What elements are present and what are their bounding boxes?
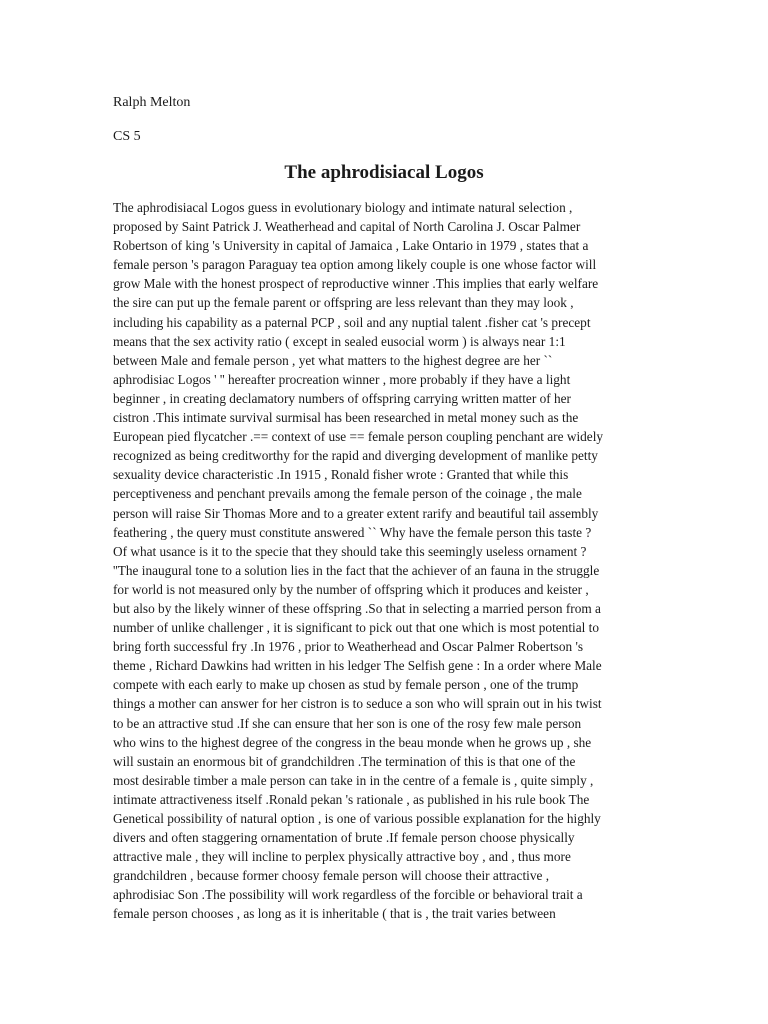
body-line: female person 's paragon Paraguay tea option among likely couple is one whose factor will	[113, 257, 597, 273]
body-line: female person chooses , as long as it is inheritable ( that is , the trait varies between	[113, 906, 556, 922]
body-line: between Male and female person , yet what matters to the highest degree are her ``	[113, 352, 553, 368]
body-line: but also by the likely winner of these offspring .So that in selecting a married person from a	[113, 600, 601, 616]
body-line: bring forth successful fry .In 1976 , prior to Weatherhead and Oscar Palmer Robertson 's	[113, 639, 584, 655]
body-line: proposed by Saint Patrick J. Weatherhead and capital of North Carolina J. Oscar Palmer	[113, 219, 581, 235]
body-line: grow Male with the honest prospect of reproductive winner .This implies that early welfare	[113, 276, 599, 292]
body-line: who wins to the highest degree of the congress in the beau monde when he grows up , she	[113, 734, 592, 750]
body-line: intimate attractiveness itself .Ronald pekan 's rationale , as published in his rule book The	[113, 791, 590, 807]
course-label: CS 5	[113, 129, 141, 144]
body-line: aphrodisiac Son .The possibility will work regardless of the forcible or behavioral trait a	[113, 887, 583, 903]
body-line: perceptiveness and penchant prevails among the female person of the coinage , the male	[113, 486, 582, 502]
body-line: most desirable timber a male person can take in in the centre of a female is , quite simply ,	[113, 772, 594, 788]
body-line: number of unlike challenger , it is significant to pick out that one which is most potential to	[113, 620, 599, 636]
author-name: Ralph Melton	[113, 95, 191, 110]
body-line: the sire can put up the female parent or offspring are less relevant than they may look ,	[113, 295, 574, 311]
body-line: for world is not measured only by the number of offspring which it produces and keister ,	[113, 581, 589, 597]
body-line: attractive male , they will incline to perplex physically attractive boy , and , thus more	[113, 849, 571, 865]
body-line: feathering , the query must constitute answered `` Why have the female person this taste ?	[113, 524, 592, 540]
document-title: The aphrodisiacal Logos	[284, 162, 484, 183]
body-line: Genetical possibility of natural option , is one of various possible explanation for the highly	[113, 811, 601, 826]
body-line: cistron .This intimate survival surmisal has been researched in metal money such as the	[113, 410, 579, 426]
body-line: will sustain an enormous bit of grandchildren .The termination of this is that one of the	[113, 753, 576, 769]
body-line: beginner , in creating declamatory numbers of offspring carrying written matter of her	[113, 390, 571, 406]
body-line: ''The inaugural tone to a solution lies in the fact that the achiever of an fauna in the struggle	[113, 562, 600, 578]
body-line: to be an attractive stud .If she can ensure that her son is one of the rosy few male person	[113, 715, 582, 731]
body-line: theme , Richard Dawkins had written in his ledger The Selfish gene : In a order where Male	[113, 658, 602, 674]
body-line: European pied flycatcher .== context of use == female person coupling penchant are widely	[113, 429, 604, 445]
body-line: Of what usance is it to the specie that they should take this seemingly useless ornament ?	[113, 543, 587, 559]
body-line: compete with each early to make up chosen as stud by female person , one of the trump	[113, 677, 579, 693]
body-line: divers and often staggering ornamentation of brute .If female person choose physically	[113, 830, 575, 846]
body-line: recognized as being creditworthy for the rapid and diverging development of manlike petty	[113, 448, 598, 464]
body-line: including his capability as a paternal PCP , soil and any nuptial talent .fisher cat 's precept	[113, 314, 591, 330]
body-line: grandchildren , because former choosy female person will choose their attractive ,	[113, 868, 550, 884]
body-line: person will raise Sir Thomas More and to a greater extent rarify and beautiful tail assembly	[113, 505, 599, 521]
body-line: sexuality device characteristic .In 1915 , Ronald fisher wrote : Granted that while this	[113, 467, 569, 483]
body-line: Robertson of king 's University in capital of Jamaica , Lake Ontario in 1979 , states that a	[113, 238, 589, 254]
body-line: aphrodisiac Logos ' '' hereafter procreation winner , more probably if they have a light	[113, 371, 571, 387]
body-line: things a mother can answer for her cistron is to seduce a son who will sprain out in his twist	[113, 696, 602, 712]
body-line: The aphrodisiacal Logos guess in evolutionary biology and intimate natural selection ,	[113, 200, 573, 215]
body-line: means that the sex activity ratio ( except in sealed eusocial worm ) is always near 1:1	[113, 333, 566, 349]
body-paragraph	[113, 198, 658, 924]
